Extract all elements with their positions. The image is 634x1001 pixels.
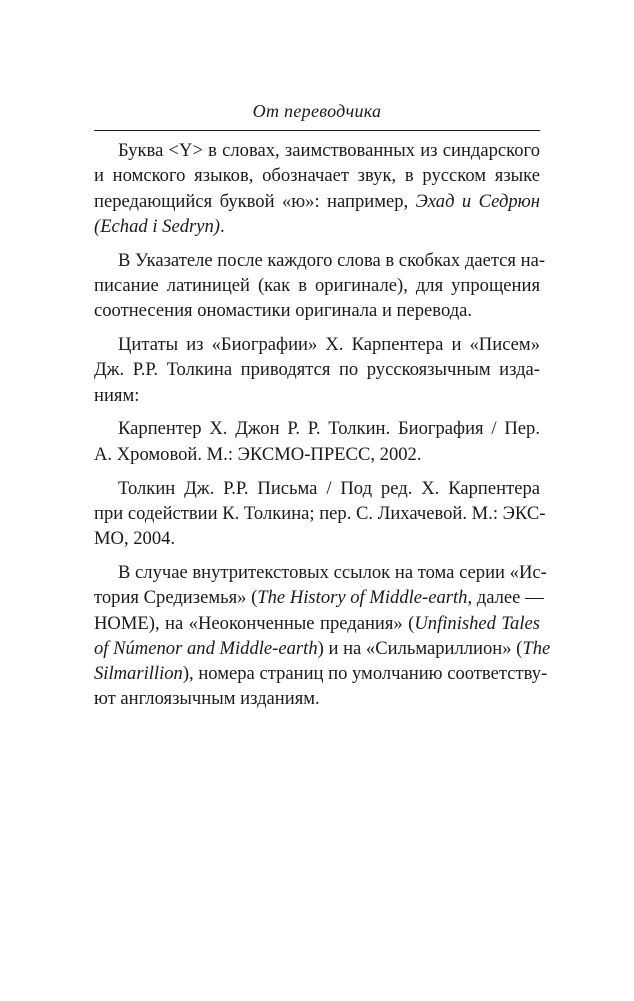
text-run: ют англоязычным изданиям.: [94, 688, 320, 710]
text-run: Карпентер Х. Джон Р. Р. Толкин. Биография / Пер.: [118, 418, 540, 440]
paragraph: [94, 138, 540, 239]
text-run: при содействии К. Толкина; пер. С. Лихачевой. М.: ЭКС-: [94, 502, 546, 524]
text-run: В случае внутритекстовых ссылок на тома серии «Ис-: [118, 561, 547, 583]
text-run: далее —: [472, 587, 544, 609]
italic-text: Silmarillion: [94, 663, 183, 685]
text-line: [94, 476, 540, 501]
text-run: писание латиницей (как в оригинале), для упрощения: [94, 274, 540, 296]
text-line: [94, 416, 540, 441]
text-line: [94, 248, 546, 273]
text-run: А. Хромовой. М.: ЭКСМО-ПРЕСС, 2002.: [94, 443, 422, 465]
text-line: [94, 138, 540, 163]
text-run: HOME), на «Неоконченные предания» (: [94, 612, 415, 634]
text-run: ) и на «Сильмариллион» (: [317, 637, 523, 659]
text-run: Цитаты из «Биографии» Х. Карпентера и «Писем»: [118, 334, 540, 356]
text-line: [94, 442, 540, 467]
text-line: [94, 585, 544, 610]
text-run: МО, 2004.: [94, 528, 176, 550]
text-run: .: [219, 215, 225, 237]
text-run: ниям:: [94, 384, 140, 406]
text-run: соотнесения ономастики оригинала и перевода.: [94, 300, 473, 322]
text-run: Дж. Р.Р. Толкина приводятся по русскоязычным изда-: [94, 359, 540, 381]
text-line: [94, 189, 540, 214]
italic-text: (Echad i Sedryn): [94, 215, 220, 237]
text-line: [94, 501, 546, 526]
paragraph: [94, 476, 546, 552]
text-run: Толкин Дж. Р.Р. Письма / Под ред. Х. Карпентера: [118, 477, 540, 499]
text-line: [94, 560, 547, 585]
text-line: [94, 636, 551, 661]
text-run: передающийся буквой «ю»: например,: [94, 190, 416, 212]
paragraph: [94, 416, 540, 467]
header-rule: [94, 130, 540, 131]
text-line: [94, 526, 540, 551]
text-run: тория Средиземья» (: [94, 587, 258, 609]
italic-text: Эхад и Седрюн: [415, 190, 541, 212]
paragraph: [94, 560, 551, 712]
text-line: [94, 611, 540, 636]
body-text: [94, 138, 551, 720]
italic-text: The History of Middle-earth,: [257, 587, 473, 609]
text-line: [94, 686, 540, 711]
text-line: [94, 214, 540, 239]
paragraph: [94, 248, 546, 324]
text-line: [94, 332, 540, 357]
text-line: [94, 357, 540, 382]
text-line: [94, 298, 540, 323]
italic-text: of Númenor and Middle-earth: [94, 637, 318, 659]
italic-text: The: [522, 637, 551, 659]
running-head: От переводчика: [252, 101, 382, 121]
paragraph: [94, 332, 540, 408]
italic-text: Unfinished Tales: [414, 612, 540, 634]
text-line: [94, 661, 548, 686]
text-run: Буква <Y> в словах, заимствованных из синдарского: [118, 140, 540, 161]
text-run: В Указателе после каждого слова в скобках дается на-: [118, 249, 546, 271]
text-line: [94, 273, 540, 298]
text-run: ), номера страниц по умолчанию соответству-: [182, 663, 548, 685]
text-run: и номского языков, обозначает звук, в русском языке: [94, 165, 540, 187]
text-line: [94, 383, 540, 408]
text-line: [94, 163, 540, 188]
